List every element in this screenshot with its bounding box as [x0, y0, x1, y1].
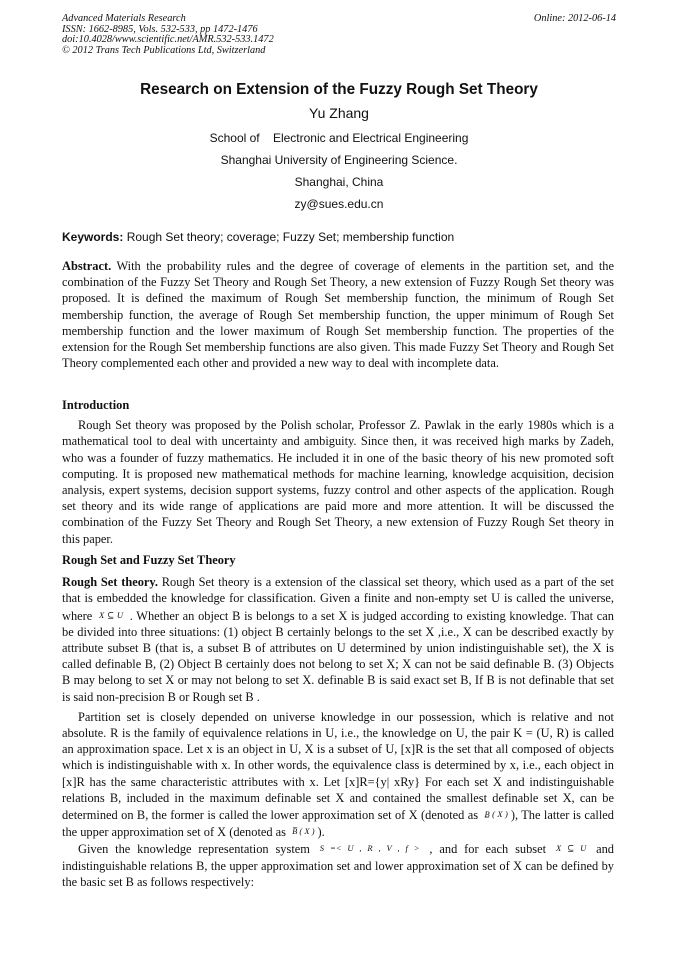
keywords — [62, 230, 454, 244]
introduction-text: Rough Set theory was proposed by the Polish scholar, Professor Z. Pawlak in the early 1980s which is a mathematical tool to deal with uncertainty and ambiguity. Since then, it was received high marks by Zadeh, who was a founder of fuzzy mathematics. He included it in one of the basic theory of his new promoted soft computing. It is proposed new mathematical methods for machine learning, knowledge acquisition, decision analysis, expert systems, decision support systems, fuzzy control and other aspects of the application. Rough set theory and its wide range of applications are paid more and more attention. It will be discussed the combination of the Fuzzy Set Theory and Rough Set Theory, a new extension of Fuzzy Rough Set theory in this paper. — [62, 418, 614, 546]
introduction-heading: Introduction — [62, 398, 130, 412]
rough-fuzzy-section — [62, 552, 614, 890]
partition-text-a: Partition set is closely depended on universe knowledge in our possession, which is relative and not absolute. R is the family of equivalence relations in U, i.e., the knowledge on U, the pair K = (U, R) is called an approximation space. Let x is an object in U, X is a subset of U, [x]R is the set that all composed of objects which is indistinguishable with x. In other words, the equivalence class is determined by x, i.e., each object in [x]R has the same characteristic attributes with x. Let [x]R={y| xRy} For each set X and indistinguishable relations B, included in the maximum definable set X and contained the smallest definable set X, can be determined on B, the former is called the lower approximation set of X (denoted as — [62, 709, 614, 823]
knowledge-text-b: , and for each subset — [422, 842, 553, 857]
introduction-section — [62, 397, 614, 547]
knowledge-system-paragraph — [62, 840, 614, 890]
copyright-line: © 2012 Trans Tech Publications Ltd, Switzerland — [62, 44, 266, 56]
abstract-text: With the probability rules and the degree of coverage of elements in the partition set, and the combination of the Fuzzy Set Theory and Rough Set Theory, a new extension of Fuzzy Rough Set theory was proposed. It is defined the maximum of Rough Set membership function, the minimum of Rough Set membership function, the average of Rough Set membership function, the upper minimum of Rough Set membership function and the lower maximum of Rough Set membership function. The properties of the extension for the Rough Set membership functions are also given. This made Fuzzy Set Theory and Rough Set Theory complemented each other and provided a new way to deal with incomplete data. — [62, 259, 614, 371]
partition-text-c: ). — [317, 825, 325, 840]
keywords-text: Rough Set theory; coverage; Fuzzy Set; membership function — [123, 230, 455, 244]
paper-title: Research on Extension of the Fuzzy Rough Set Theory — [140, 81, 538, 98]
affiliation-school: School of Electronic and Electrical Engineering — [209, 131, 469, 145]
keywords-label: Keywords: — [62, 230, 124, 244]
subset-formula-2: X ⊆ U — [555, 843, 587, 854]
subset-formula: X ⊆ U — [99, 609, 123, 620]
affiliation-location: Shanghai, China — [294, 175, 384, 189]
system-formula: S =< U , R , V , f > — [319, 843, 420, 854]
rough-set-text-a: Rough Set theory is a extension of the classical set theory, which used as a part of the set that is embedded the knowledge for classification. Given a finite and non-empty set U is called the universe, where — [62, 575, 614, 623]
journal-header — [62, 14, 274, 56]
issn-line: ISSN: 1662-8985, Vols. 532-533, pp 1472-1476 — [62, 23, 258, 35]
rough-set-theory-label: Rough Set theory. — [62, 575, 159, 590]
knowledge-text-c: and indistinguishable relations B, the upper approximation set and lower approximation set of X can be defined by the basic set B as follows respectively: — [62, 842, 615, 889]
doi-line: doi:10.4028/www.scientific.net/AMR.532-533.1472 — [62, 34, 274, 46]
journal-name: Advanced Materials Research — [62, 13, 186, 24]
lower-approximation-formula: B̲ ( X ) — [484, 809, 508, 820]
abstract — [62, 258, 614, 371]
author-name: Yu Zhang — [309, 105, 369, 121]
online-date: Online: 2012-06-14 — [533, 13, 616, 24]
abstract-label: Abstract. — [62, 259, 112, 273]
partition-paragraph — [62, 709, 614, 841]
knowledge-text-a: Given the knowledge representation system — [78, 842, 317, 857]
section-heading-rough-fuzzy: Rough Set and Fuzzy Set Theory — [62, 553, 236, 567]
rough-set-text-b: . Whether an object B is belongs to a set X is judged according to existing knowledge. That can be divided into three situations: (1) object B certainly belongs to the set X ,i.e., X can be described exactly by attribute subset B (that is, a subset B of attributes on U determined by union indistinguishable set), the X is called definable B, (2) Object B certainly does not belong to set X; X can not be said definable B. (3) Objects B may belong to set X or may not belong to set X. definable B is said exact set B, If B is not definable that set is said non-precision B or Rough set B . — [62, 608, 614, 704]
affiliation-university: Shanghai University of Engineering Science. — [220, 153, 458, 167]
upper-approximation-formula: B̅ ( X ) — [292, 826, 315, 837]
author-email: zy@sues.edu.cn — [294, 197, 384, 211]
rough-set-theory-paragraph — [62, 574, 614, 705]
partition-text-b: ), The latter is called the upper approximation set of X (denoted as — [62, 808, 614, 840]
